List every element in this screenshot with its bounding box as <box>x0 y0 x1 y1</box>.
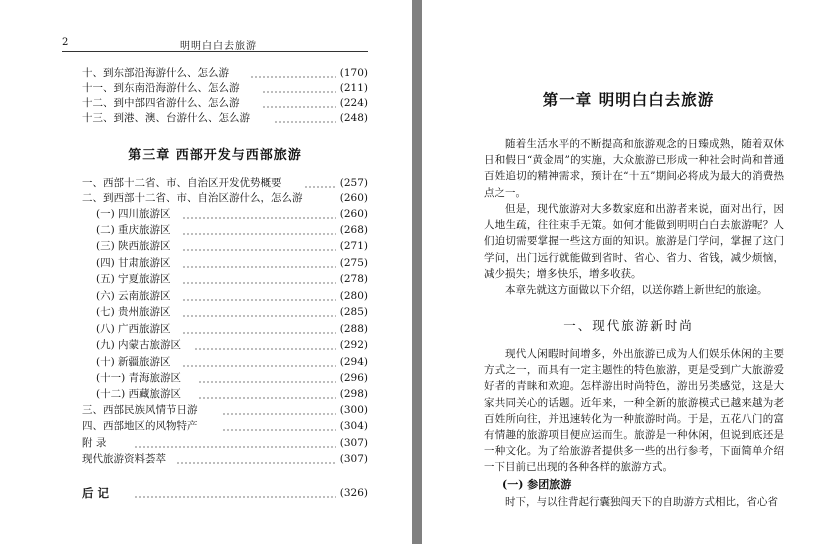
body-last-line: 时下，与以往背起行囊独闯天下的自助游方式相比，省心省 <box>505 496 778 508</box>
toc-entry: 十、到东部沿海游什么、怎么游 (170) <box>82 67 368 79</box>
intro-paragraph: 但是，现代旅游对大多数家庭和出游者来说，面对出行，因人地生疏，往往束手无策。如何才能做到明明白白去旅游呢？人们迫切需要掌握一些这方面的知识。旅游是门学问，掌握了这门学问，出门远行就能做到省时、省心、省力、省钱，减少烦恼，减少损失；增多快乐，增多收获。 <box>484 203 784 280</box>
section-title: 一、现代旅游新时尚 <box>563 318 694 333</box>
chapter-title: 第一章 明明白白去旅游 <box>542 90 715 109</box>
intro-paragraph: 随着生活水平的不断提高和旅游观念的日臻成熟，随着双休日和假日“黄金周”的实施，大众旅游已形成一种社会时尚和普通百姓追切的精神需求，预计在“十五”期间必将成为最大的消费热点之一。 <box>484 138 784 199</box>
toc-entry: (一) 四川旅游区 (260) <box>96 208 368 220</box>
toc-entry: (二) 重庆旅游区 (268) <box>96 224 368 236</box>
chapter3-title: 第三章 西部开发与西部旅游 <box>128 148 302 163</box>
intro-paragraph: 本章先就这方面做以下介绍，以送你踏上新世纪的旅途。 <box>505 284 768 296</box>
toc-entry: (十) 新疆旅游区 (294) <box>96 356 368 368</box>
left-page <box>0 0 412 544</box>
toc-entry: 三、西部民族风情节日游 (300) <box>82 404 368 416</box>
toc-entry: 现代旅游资料荟萃 (307) <box>82 453 368 465</box>
toc-entry: 四、西部地区的风物特产 (304) <box>82 420 368 432</box>
toc-entry: (五) 宁夏旅游区 (278) <box>96 273 368 285</box>
toc-entry: (十一) 青海旅游区 (296) <box>96 372 368 384</box>
toc-entry: 一、西部十二省、市、自治区开发优势概要 (257) <box>82 177 368 189</box>
toc-entry: (七) 贵州旅游区 (285) <box>96 306 368 318</box>
toc-entry: (八) 广西旅游区 (288) <box>96 323 368 335</box>
toc-entry: 十一、到东南沿海游什么、怎么游 (211) <box>82 82 368 94</box>
toc-entry-afterword: 后 记 (326) <box>82 486 368 500</box>
toc-entry: (四) 甘肃旅游区 (275) <box>96 257 368 269</box>
toc-entry: (九) 内蒙古旅游区 (292) <box>96 339 368 351</box>
toc-entry: 十二、到中部四省游什么、怎么游 (224) <box>82 97 368 109</box>
toc-entry: 二、到西部十二省、市、自治区游什么，怎么游 (260) <box>82 192 368 204</box>
toc-entry: 附 录 (307) <box>82 437 368 449</box>
running-header <box>62 37 368 52</box>
section-paragraph: 现代人闲暇时间增多，外出旅游已成为人们娱乐休闲的主要方式之一，而具有一定主题性的特色旅游，更是受到广大旅游爱好者的青睐和欢迎。怎样游出时尚特色，游出另类感觉，这是大家共同关心的话题。近年来，一种全新的旅游模式已越来越为老百姓所向往，并迅速转化为一种旅游时尚。于是，五花八门的富有情趣的旅游项目便应运而生。旅游是一种休闲，但说到底还是一种文化。为了给旅游者提供多一些的出行参考，下面简单介绍一下目前已出现的各种各样的旅游方式。 <box>484 348 784 474</box>
toc-entry: (三) 陕西旅游区 (271) <box>96 240 368 252</box>
running-title: 明明白白去旅游 <box>180 41 257 52</box>
subsection-title: (一) 参团旅游 <box>502 478 572 491</box>
toc-entry: (十二) 西藏旅游区 (298) <box>96 388 368 400</box>
right-page <box>422 0 835 544</box>
toc-entry: (六) 云南旅游区 (280) <box>96 290 368 302</box>
toc-entry: 十三、到港、澳、台游什么、怎么游 (248) <box>82 112 368 124</box>
page-number: 2 <box>62 37 69 48</box>
